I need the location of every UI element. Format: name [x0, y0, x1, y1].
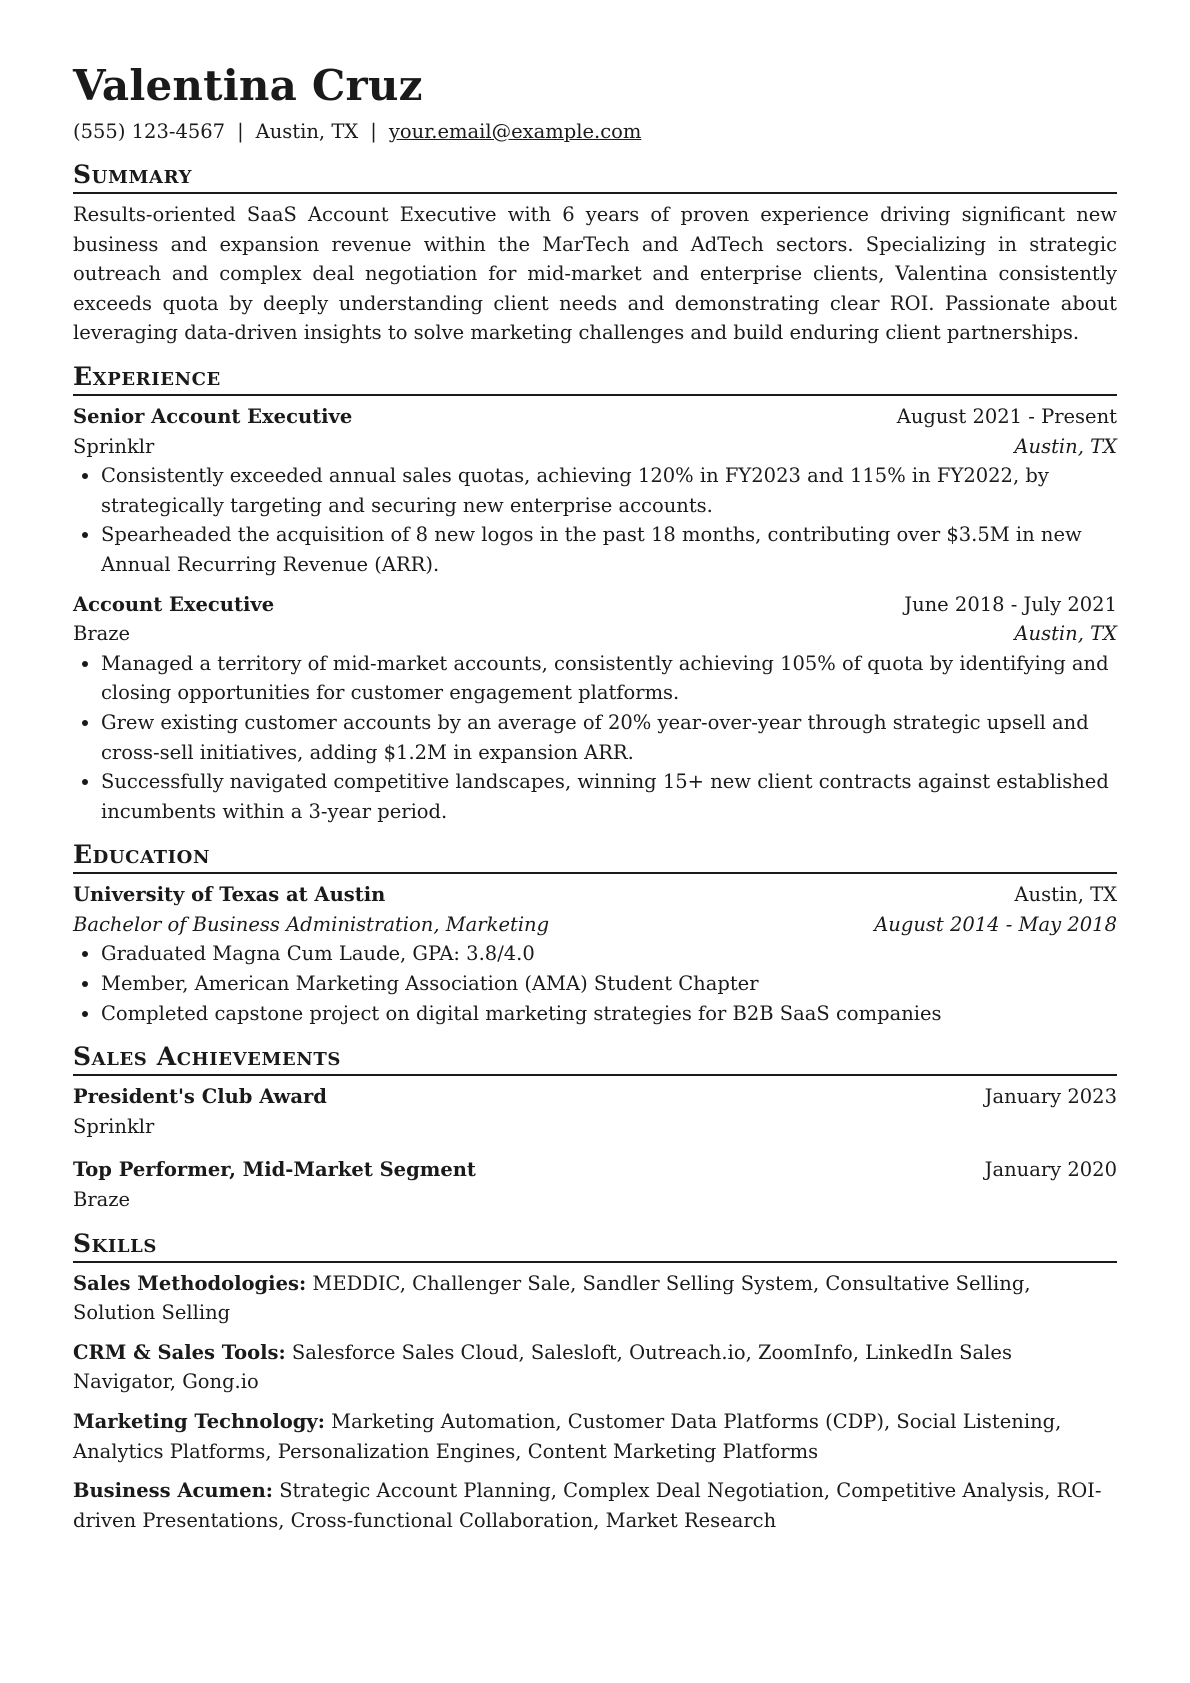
- school-location: Austin, TX: [1014, 883, 1117, 907]
- section-title-skills: Skills: [73, 1229, 1117, 1263]
- job-entry: [73, 402, 1117, 580]
- skill-group: [73, 1269, 1117, 1328]
- job-location: Austin, TX: [1014, 622, 1117, 646]
- bullet-item: • Grew existing customer accounts by an average of 20% year-over-year through strategic upsell and cross-sell initiatives, adding $1.2M in expansion ARR.: [101, 708, 1117, 767]
- job-bullets: [73, 461, 1117, 579]
- job-header: [73, 402, 1117, 432]
- job-bullets: [73, 649, 1117, 827]
- bullet-item: • Consistently exceeded annual sales quotas, achieving 120% in FY2023 and 115% in FY2022, by strategically targeting and securing new enterprise accounts.: [101, 461, 1117, 520]
- skill-label: Business Acumen:: [73, 1479, 273, 1503]
- skill-group: [73, 1338, 1117, 1397]
- achievement-header: [73, 1082, 1117, 1112]
- bullet-item: • Member, American Marketing Association (AMA) Student Chapter: [101, 969, 1117, 999]
- skill-value: Marketing Automation, Customer Data Platforms (CDP), Social Listening, Analytics Platforms, Personalization Engines, Content Marketing Platforms: [73, 1410, 1062, 1463]
- skill-group: [73, 1407, 1117, 1466]
- contact-line: [73, 118, 1117, 146]
- school-name: University of Texas at Austin: [73, 883, 386, 907]
- education-dates: August 2014 - May 2018: [874, 912, 1117, 936]
- bullet-item: • Spearheaded the acquisition of 8 new logos in the past 18 months, contributing over $3.5M in new Annual Recurring Revenue (ARR).: [101, 520, 1117, 579]
- job-company: Sprinklr: [73, 434, 155, 458]
- job-role: Senior Account Executive: [73, 404, 353, 428]
- contact-separator: |: [237, 120, 244, 143]
- section-title-achievements: Sales Achievements: [73, 1042, 1117, 1076]
- candidate-name: Valentina Cruz: [73, 61, 423, 110]
- achievement-entry: [73, 1082, 1117, 1141]
- job-role: Account Executive: [73, 592, 275, 616]
- skill-value: MEDDIC, Challenger Sale, Sandler Selling System, Consultative Selling, Solution Selling: [73, 1271, 1031, 1325]
- section-title-experience: Experience: [73, 362, 1117, 396]
- job-subheader: [73, 619, 1117, 649]
- job-location: Austin, TX: [1014, 434, 1117, 458]
- bullet-item: • Managed a territory of mid-market accounts, consistently achieving 105% of quota by identifying and closing opportunities for customer engagement platforms.: [101, 649, 1117, 708]
- job-dates: June 2018 - July 2021: [904, 592, 1117, 616]
- skill-value: Strategic Account Planning, Complex Deal Negotiation, Competitive Analysis, ROI-driven Presentations, Cross-functional Collaboration, Market Research: [73, 1479, 1102, 1532]
- bullet-item: • Completed capstone project on digital marketing strategies for B2B SaaS companies: [101, 999, 1117, 1029]
- contact-separator: |: [370, 120, 377, 143]
- award-name: Top Performer, Mid-Market Segment: [73, 1158, 476, 1182]
- achievement-entry: [73, 1155, 1117, 1214]
- summary-section: [73, 160, 1117, 348]
- phone-number: (555) 123-4567: [73, 120, 226, 143]
- award-org: Braze: [73, 1188, 131, 1212]
- award-name: President's Club Award: [73, 1085, 327, 1109]
- summary-text: Results-oriented SaaS Account Executive with 6 years of proven experience driving significant new business and expansion revenue within the MarTech and AdTech sectors. Specializing in strategic outreach and complex deal negotiation for mid-market and enterprise clients, Valentina consistently exceeds quota by deeply understanding client needs and demonstrating clear ROI. Passionate about leveraging data-driven insights to solve marketing challenges and build enduring client partnerships.: [73, 203, 1117, 345]
- email-link[interactable]: your.email@example.com: [388, 120, 642, 143]
- section-title-education: Education: [73, 840, 1117, 874]
- skill-value: Salesforce Sales Cloud, Salesloft, Outreach.io, ZoomInfo, LinkedIn Sales Navigator, Gong.io: [73, 1340, 1012, 1394]
- experience-section: [73, 362, 1117, 826]
- education-section: [73, 840, 1117, 1028]
- skill-label: Marketing Technology:: [73, 1410, 325, 1433]
- award-date: January 2023: [984, 1085, 1117, 1109]
- job-company: Braze: [73, 622, 131, 646]
- award-date: January 2020: [984, 1158, 1117, 1182]
- skills-section: [73, 1229, 1117, 1536]
- job-dates: August 2021 - Present: [896, 404, 1117, 428]
- degree: Bachelor of Business Administration, Marketing: [73, 912, 550, 936]
- job-entry: [73, 590, 1117, 827]
- achievements-section: [73, 1042, 1117, 1214]
- skill-label: Sales Methodologies:: [73, 1271, 307, 1295]
- bullet-item: • Successfully navigated competitive landscapes, winning 15+ new client contracts against established incumbents within a 3-year period.: [101, 767, 1117, 826]
- job-subheader: [73, 432, 1117, 462]
- section-title-summary: Summary: [73, 160, 1117, 194]
- skill-group: [73, 1476, 1117, 1535]
- bullet-item: • Graduated Magna Cum Laude, GPA: 3.8/4.0: [101, 939, 1117, 969]
- location: Austin, TX: [255, 120, 359, 143]
- education-header: [73, 880, 1117, 910]
- education-subheader: [73, 910, 1117, 940]
- achievement-header: [73, 1155, 1117, 1185]
- skill-label: CRM & Sales Tools:: [73, 1340, 286, 1364]
- job-header: [73, 590, 1117, 620]
- education-bullets: [73, 939, 1117, 1028]
- award-org: Sprinklr: [73, 1114, 155, 1138]
